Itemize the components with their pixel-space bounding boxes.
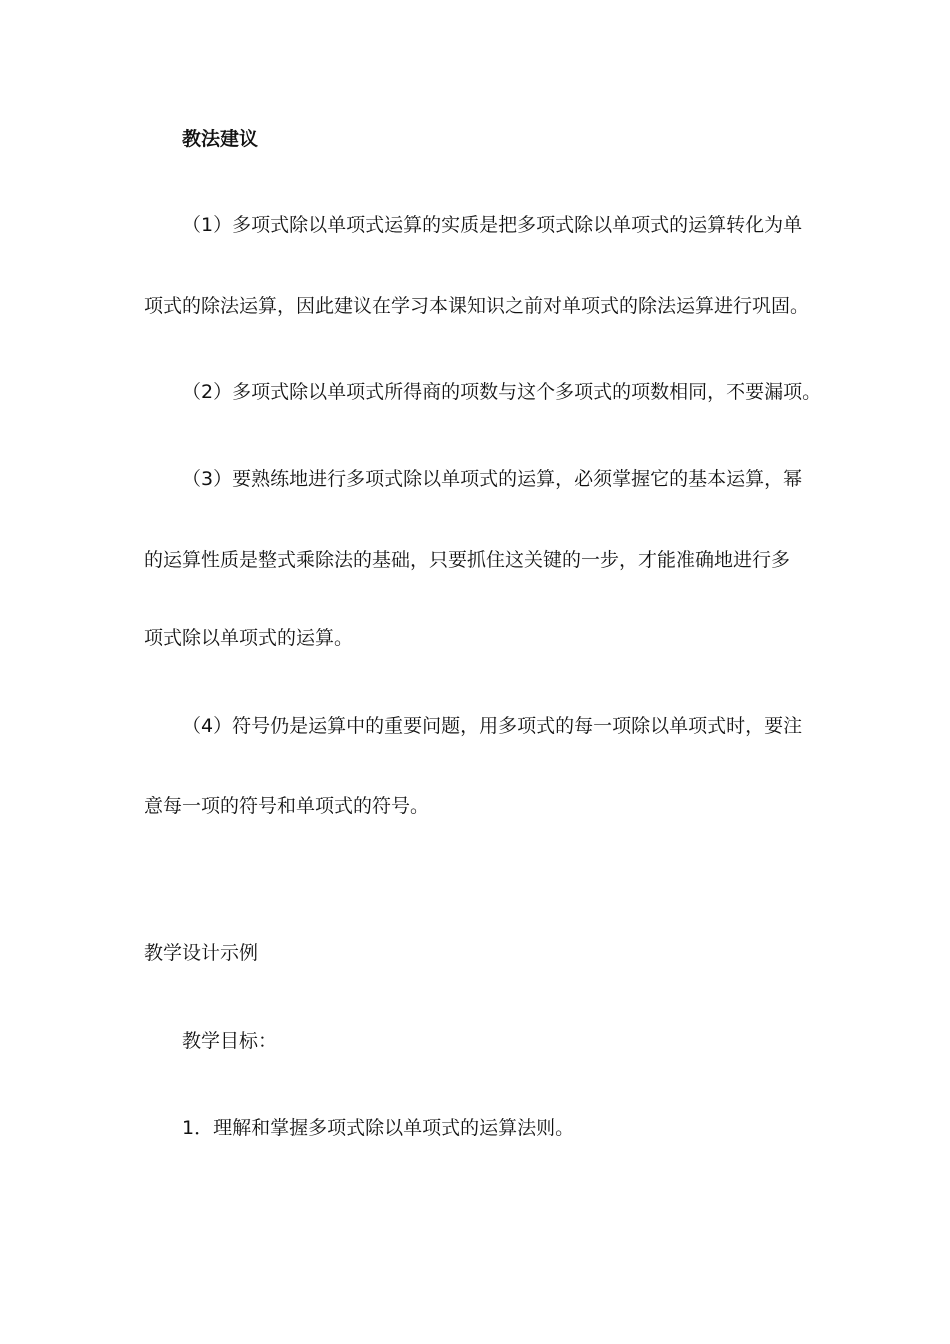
- paragraph-2-line-1: （2）多项式除以单项式所得商的项数与这个多项式的项数相同，不要漏项。: [182, 381, 822, 403]
- objectives-label: 教学目标：: [182, 1030, 278, 1052]
- paragraph-1-line-1: （1）多项式除以单项式运算的实质是把多项式除以单项式的运算转化为单: [182, 214, 803, 236]
- paragraph-3-line-2: 的运算性质是整式乘除法的基础，只要抓住这关键的一步，才能准确地进行多: [144, 549, 791, 571]
- paragraph-4-line-1: （4）符号仍是运算中的重要问题，用多项式的每一项除以单项式时，要注: [182, 715, 803, 737]
- section-title: 教学设计示例: [144, 942, 259, 964]
- heading: 教法建议: [182, 128, 259, 150]
- objective-1: 1．理解和掌握多项式除以单项式的运算法则。: [182, 1117, 575, 1139]
- paragraph-3-line-1: （3）要熟练地进行多项式除以单项式的运算，必须掌握它的基本运算，幂: [182, 468, 803, 490]
- paragraph-4-line-2: 意每一项的符号和单项式的符号。: [144, 795, 430, 817]
- paragraph-1-line-2: 项式的除法运算，因此建议在学习本课知识之前对单项式的除法运算进行巩固。: [144, 295, 810, 317]
- paragraph-3-line-3: 项式除以单项式的运算。: [144, 627, 354, 649]
